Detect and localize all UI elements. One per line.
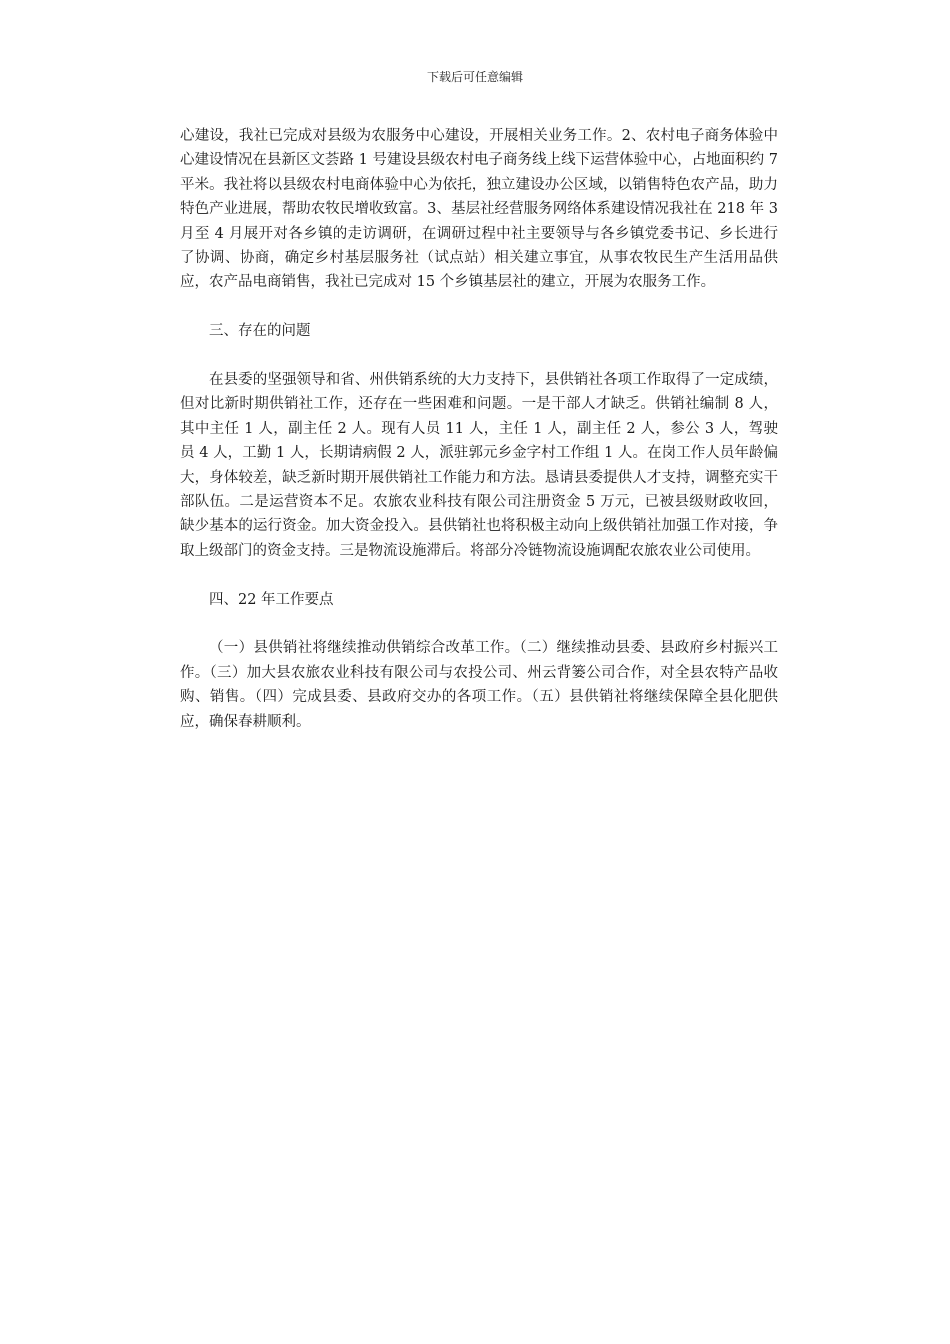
paragraph-gap	[180, 344, 778, 368]
paragraph-gap	[180, 612, 778, 636]
paragraph-problems: 在县委的坚强领导和省、州供销系统的大力支持下，县供销社各项工作取得了一定成绩，但对比新时期供销社工作，还存在一些困难和问题。一是干部人才缺乏。供销社编制 8 人，其中主任 1 人，副主任 2 人。现有人员 11 人，主任 1 人，副主任 2 人，参公 3 人，驾驶员 4 人，工勤 1 人，长期请病假 2 人，派驻郭元乡金字村工作组 1 人。在岗工作人员年龄偏大，身体较差，缺乏新时期开展供销社工作能力和方法。恳请县委提供人才支持，调整充实干部队伍。二是运营资本不足。农旅农业科技有限公司注册资金 5 万元，已被县级财政收回，缺少基本的运行资金。加大资金投入。县供销社也将积极主动向上级供销社加强工作对接，争取上级部门的资金支持。三是物流设施滞后。将部分冷链物流设施调配农旅农业公司使用。	[180, 372, 778, 559]
document-body	[180, 124, 778, 734]
section-heading-problems: 三、存在的问题	[209, 323, 311, 340]
paragraph-gap	[180, 563, 778, 587]
section-heading-work-points: 四、22 年工作要点	[209, 591, 334, 608]
paragraph-work-points: （一）县供销社将继续推动供销综合改革工作。（二）继续推动县委、县政府乡村振兴工作。（三）加大县农旅农业科技有限公司与农投公司、州云背篓公司合作，对全县农特产品收购、销售。（四）完成县委、县政府交办的各项工作。（五）县供销社将继续保障全县化肥供应，确保春耕顺利。	[180, 640, 778, 730]
header-note: 下载后可任意编辑	[426, 70, 523, 84]
paragraph-continuation: 心建设，我社已完成对县级为农服务中心建设，开展相关业务工作。2、农村电子商务体验中心建设情况在县新区文荟路 1 号建设县级农村电子商务线上线下运营体验中心，占地面积约 7 平米。我社将以县级农村电商体验中心为依托，独立建设办公区域，以销售特色农产品，助力特色产业进展，帮助农牧民增收致富。3、基层社经营服务网络体系建设情况我社在 218 年 3 月至 4 月展开对各乡镇的走访调研，在调研过程中社主要领导与各乡镇党委书记、乡长进行了协调、协商，确定乡村基层服务社（试点站）相关建立事宜，从事农牧民生产生活用品供应，农产品电商销售，我社已完成对 15 个乡镇基层社的建立，开展为农服务工作。	[180, 128, 778, 291]
paragraph-gap	[180, 295, 778, 319]
